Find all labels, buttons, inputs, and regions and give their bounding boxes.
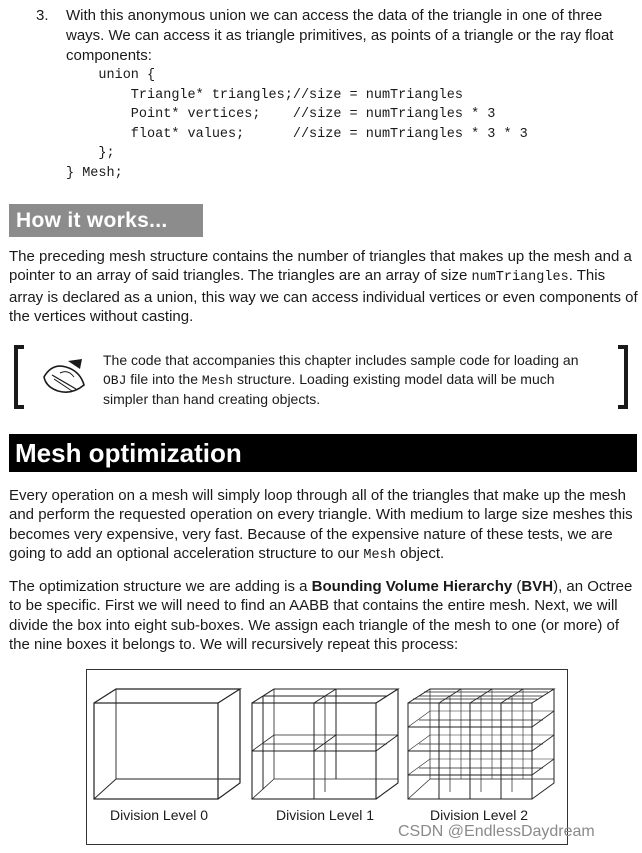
text-run: . This array is declared as a union, this way we can access individual vertices or even components of the vertices without casting.	[9, 267, 638, 325]
mesh-optimization-paragraph-1	[9, 486, 639, 565]
code-line: };	[66, 146, 115, 161]
caption-division-level-1: Division Level 1	[276, 807, 375, 823]
bold-term: Bounding Volume Hierarchy	[311, 578, 513, 595]
text-run: Every operation on a mesh will simply loop through all of the triangles that make up the mesh and perform the requested operation on every triangle. With medium to large size meshes this becomes very expensive, very fast. Because of the expensive nature of these tests, we are going to add an optional acceleration structure to our	[9, 487, 633, 562]
code-block	[66, 66, 528, 183]
octree-division-figure	[86, 669, 568, 845]
code-line: union {	[66, 68, 156, 83]
right-bracket	[618, 345, 628, 409]
caption-division-level-0: Division Level 0	[110, 807, 209, 823]
inline-code: Mesh	[201, 373, 234, 388]
code-line: Triangle* triangles;//size = numTriangles	[66, 87, 463, 103]
division-level-2-box	[408, 689, 554, 799]
code-line: } Mesh;	[66, 165, 123, 181]
inline-code: OBJ	[103, 373, 127, 388]
division-level-0-box	[94, 689, 240, 799]
division-level-1-box	[252, 689, 398, 799]
text-run: The optimization structure we are adding is a	[9, 578, 312, 595]
note-callout	[14, 345, 628, 411]
text-run: structure. Loading existing model data will be much simpler than hand creating objects.	[103, 371, 555, 407]
info-note-icon	[38, 355, 90, 399]
note-text	[103, 351, 598, 409]
text-run: file into the	[126, 371, 202, 387]
caption-division-level-2: Division Level 2	[430, 807, 529, 823]
step-number: 3.	[36, 7, 49, 24]
text-run: ), an Octree to be specific. First we will need to find an AABB that contains the entire mesh. Next, we will divide the box into eight sub-boxes. We assign each triangle of the mesh to one (or more) of the nine boxes it belongs to. We will recursively repeat this process:	[9, 578, 633, 653]
code-line: Point* vertices; //size = numTriangles * 3	[66, 107, 496, 122]
bold-term: BVH	[521, 578, 554, 595]
inline-code: numTriangles	[471, 270, 569, 286]
text-run: The preceding mesh structure contains the number of triangles that makes up the mesh and a pointer to an array of said triangles. The triangles are an array of size	[9, 248, 632, 285]
code-line: float* values; //size = numTriangles * 3 * 3	[66, 126, 528, 142]
left-bracket	[14, 345, 24, 409]
how-it-works-heading: How it works...	[9, 204, 203, 237]
inline-code: Mesh	[363, 547, 396, 563]
mesh-optimization-paragraph-2	[9, 577, 639, 654]
text-run: object.	[395, 544, 445, 562]
text-run: (	[512, 578, 522, 595]
mesh-optimization-heading: Mesh optimization	[9, 434, 637, 472]
how-it-works-paragraph	[9, 247, 639, 326]
csdn-watermark: CSDN @EndlessDaydream	[398, 823, 595, 840]
step-text: With this anonymous union we can access the data of the triangle in one of three ways. We can access it as triangle primitives, as points of a triangle or the ray float components:	[66, 7, 614, 64]
text-run: The code that accompanies this chapter includes sample code for loading an	[103, 352, 579, 368]
